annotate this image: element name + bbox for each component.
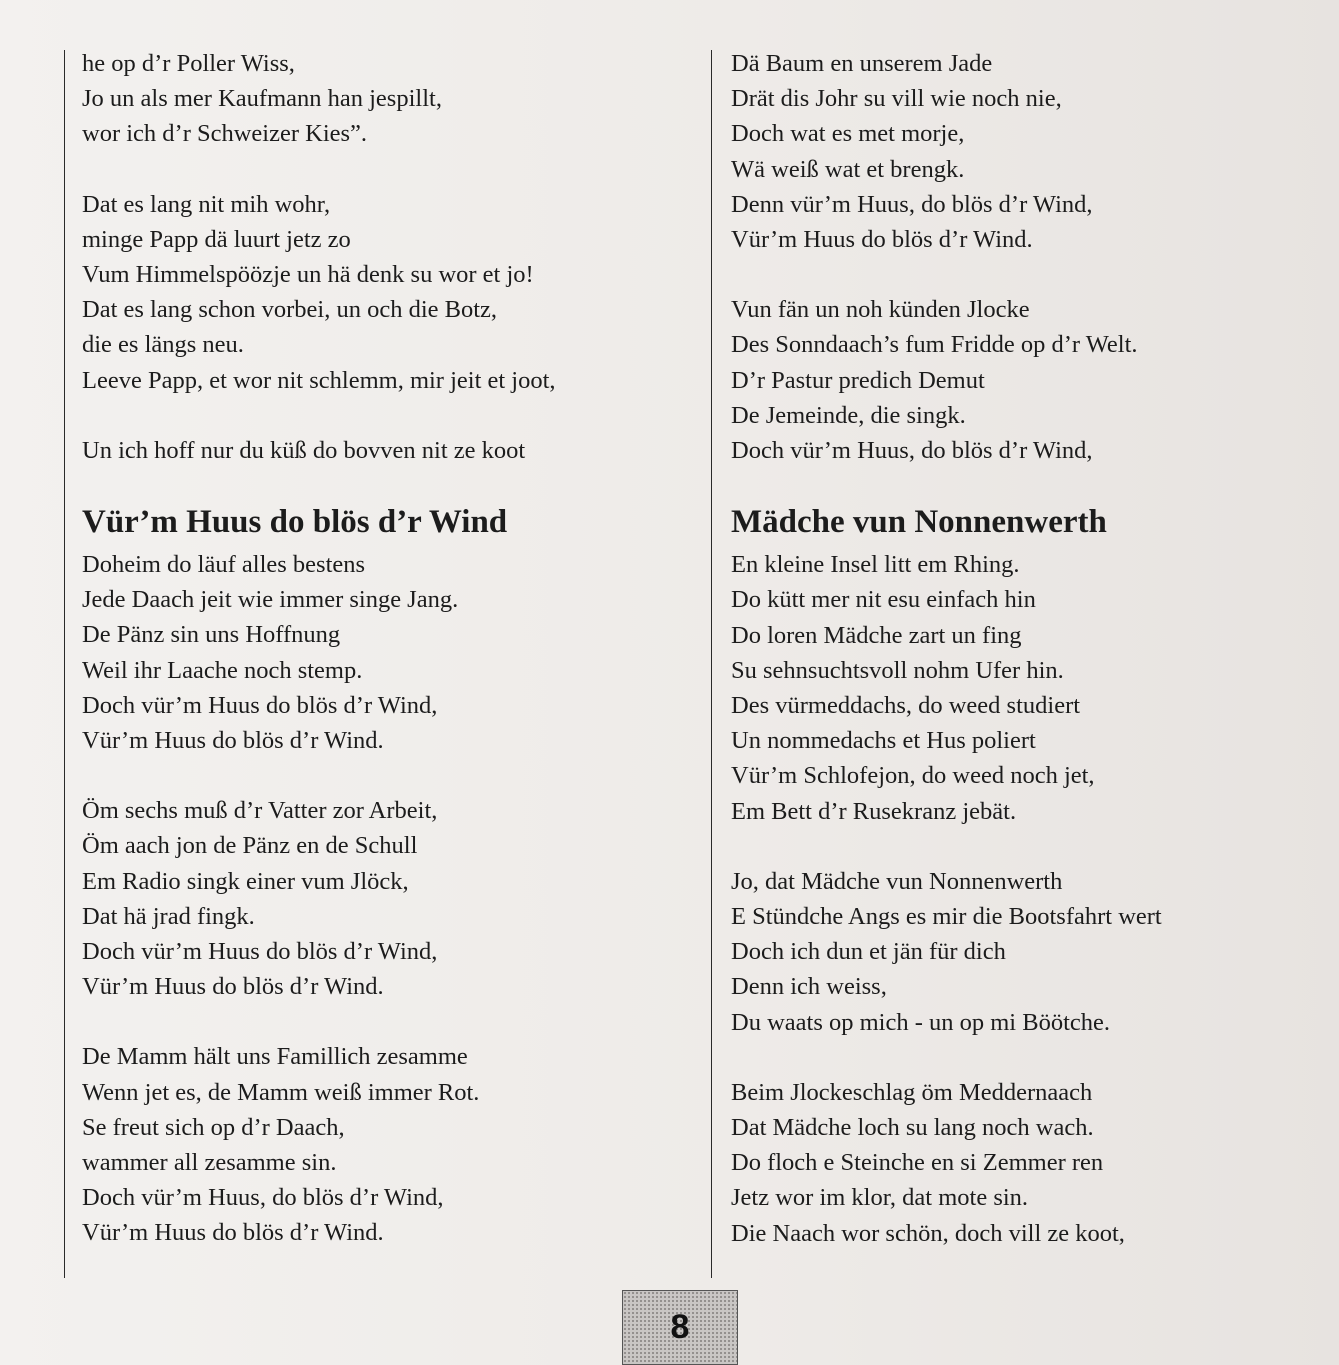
verse-line: die es längs neu. <box>82 331 244 359</box>
verse-line: Vür’m Huus do blös d’r Wind. <box>82 1219 384 1247</box>
verse-line: Se freut sich op d’r Daach, <box>82 1113 345 1141</box>
verse-line: Beim Jlockeschlag öm Meddernaach <box>731 1078 1093 1106</box>
verse-line: wammer all zesamme sin. <box>82 1149 337 1177</box>
stanza <box>82 1039 697 1250</box>
left-column <box>82 46 697 1286</box>
verse-line: he op d’r Poller Wiss, <box>82 50 295 77</box>
verse-line: Doch ich dun et jän für dich <box>731 938 1006 966</box>
verse-line: Des Sonndaach’s fum Fridde op d’r Welt. <box>731 331 1138 359</box>
verse-line: Vür’m Schlofejon, do weed noch jet, <box>731 762 1095 790</box>
verse-line: Wä weiß wat et brengk. <box>731 155 965 183</box>
verse-line: Öm aach jon de Pänz en de Schull <box>82 832 418 860</box>
verse-line: Jo, dat Mädche vun Nonnenwerth <box>731 867 1063 895</box>
verse-line: Vür’m Huus do blös d’r Wind. <box>82 973 384 1001</box>
stanza <box>82 793 697 1004</box>
verse-line: Doheim do läuf alles bestens <box>82 551 366 579</box>
verse-line: Dat es lang schon vorbei, un och die Botz, <box>82 296 498 324</box>
verse-line: Doch vür’m Huus do blös d’r Wind, <box>82 938 438 966</box>
page-number: 8 <box>670 1308 690 1346</box>
verse-line: En kleine Insel litt em Rhing. <box>731 551 1020 579</box>
verse-line: minge Papp dä luurt jetz zo <box>82 225 351 253</box>
stanza <box>82 187 697 398</box>
stanza <box>731 864 1321 1040</box>
verse-line: De Mamm hält uns Famillich zesamme <box>82 1043 468 1071</box>
verse-line: Un nommedachs et Hus poliert <box>731 727 1036 755</box>
verse-line: Du waats op mich - un op mi Böötche. <box>731 1008 1111 1036</box>
verse-line: Vür’m Huus do blös d’r Wind. <box>82 727 384 755</box>
song-title: Vür’m Huus do blös d’r Wind <box>82 504 508 541</box>
stanza <box>82 547 697 758</box>
verse-line: Doch vür’m Huus, do blös d’r Wind, <box>82 1184 444 1212</box>
stanza <box>731 547 1321 829</box>
verse-line: Drät dis Johr su vill wie noch nie, <box>731 85 1062 113</box>
stanza <box>82 433 697 468</box>
verse-line: Su sehnsuchtsvoll nohm Ufer hin. <box>731 656 1064 684</box>
verse-line: Dat Mädche loch su lang noch wach. <box>731 1114 1094 1142</box>
verse-line: Jetz wor im klor, dat mote sin. <box>731 1184 1029 1212</box>
song-title: Mädche vun Nonnenwerth <box>731 504 1107 541</box>
verse-line: Vum Himmelspöözje un hä denk su wor et jo! <box>82 261 534 289</box>
verse-line: Wenn jet es, de Mamm weiß immer Rot. <box>82 1078 480 1106</box>
stanza <box>731 292 1321 468</box>
verse-line: Denn vür’m Huus, do blös d’r Wind, <box>731 190 1093 218</box>
verse-line: E Stündche Angs es mir die Bootsfahrt wert <box>731 903 1162 931</box>
verse-line: Doch vür’m Huus, do blös d’r Wind, <box>731 437 1093 465</box>
verse-line: Öm sechs muß d’r Vatter zor Arbeit, <box>82 797 438 825</box>
verse-line: Denn ich weiss, <box>731 973 887 1001</box>
verse-line: Leeve Papp, et wor nit schlemm, mir jeit et joot, <box>82 366 556 394</box>
verse-line: Die Naach wor schön, doch vill ze koot, <box>731 1219 1125 1247</box>
verse-line: Weil ihr Laache noch stemp. <box>82 656 363 684</box>
verse-line: Doch vür’m Huus do blös d’r Wind, <box>82 691 438 719</box>
verse-line: Em Bett d’r Rusekranz jebät. <box>731 797 1017 825</box>
stanza <box>731 46 1321 257</box>
verse-line: De Pänz sin uns Hoffnung <box>82 621 341 649</box>
page-number-box <box>622 1290 738 1365</box>
verse-line: Dat hä jrad fingk. <box>82 902 255 930</box>
verse-line: Des vürmeddachs, do weed studiert <box>731 692 1081 720</box>
verse-line: Do loren Mädche zart un fing <box>731 621 1022 649</box>
verse-line: Em Radio singk einer vum Jlöck, <box>82 867 409 895</box>
verse-line: Un ich hoff nur du küß do bovven nit ze koot <box>82 436 526 464</box>
verse-line: wor ich d’r Schweizer Kies”. <box>82 120 368 148</box>
stanza <box>82 46 697 152</box>
left-column-rule <box>64 50 65 1278</box>
verse-line: Vun fän un noh künden Jlocke <box>731 296 1030 324</box>
right-column-rule <box>711 50 712 1278</box>
verse-line: Jo un als mer Kaufmann han jespillt, <box>82 85 442 113</box>
stanza <box>731 1075 1321 1251</box>
verse-line: Do floch e Steinche en si Zemmer ren <box>731 1149 1104 1177</box>
verse-line: D’r Pastur predich Demut <box>731 366 985 394</box>
verse-line: Do kütt mer nit esu einfach hin <box>731 586 1036 614</box>
verse-line: Doch wat es met morje, <box>731 120 965 148</box>
verse-line: Dä Baum en unserem Jade <box>731 50 993 77</box>
verse-line: Jede Daach jeit wie immer singe Jang. <box>82 586 459 614</box>
verse-line: Vür’m Huus do blös d’r Wind. <box>731 226 1033 254</box>
right-column <box>731 46 1321 1286</box>
verse-line: De Jemeinde, die singk. <box>731 401 966 429</box>
verse-line: Dat es lang nit mih wohr, <box>82 190 331 218</box>
